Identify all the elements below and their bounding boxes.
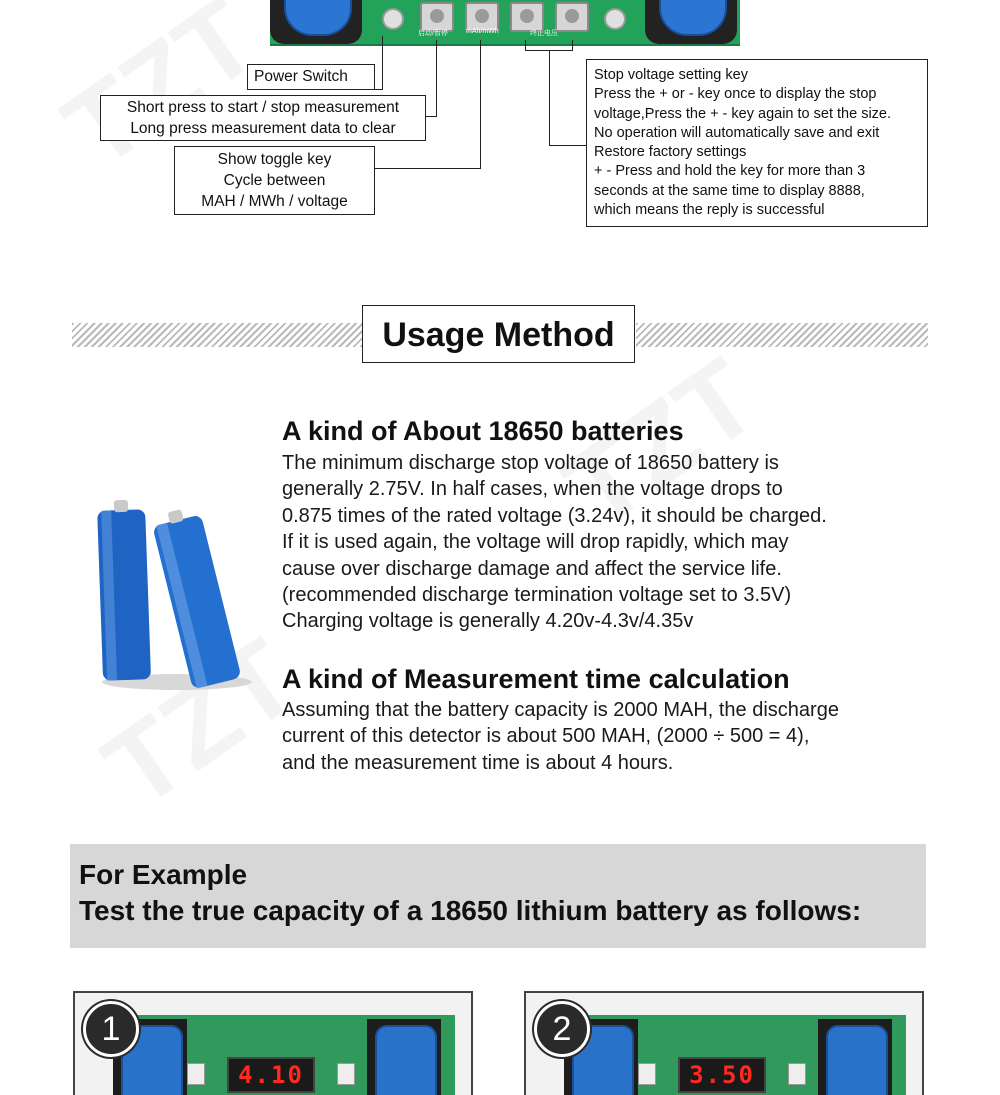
step-number-badge: 1 [83, 1001, 139, 1057]
callout-text: + - Press and hold the key for more than 3 [594, 163, 866, 180]
paragraph-line: Assuming that the battery capacity is 2000 MAH, the discharge [282, 699, 839, 721]
example-banner [70, 844, 926, 948]
batteries-heading: A kind of About 18650 batteries [282, 416, 684, 446]
step-number-badge: 2 [534, 1001, 590, 1057]
batteries-paragraph [282, 450, 827, 635]
example-line-1: For Example [79, 859, 248, 890]
battery-pair-image [92, 492, 257, 692]
leader-line [382, 36, 383, 90]
leader-line [374, 89, 383, 90]
callout-text: Press the + or - key once to display the stop [594, 86, 877, 103]
paragraph-line: current of this detector is about 500 MAH, (2000 ÷ 500 = 4), [282, 725, 810, 748]
callout-text: Long press measurement data to clear [130, 120, 396, 137]
callout-text: Stop voltage setting key [594, 67, 748, 83]
toggle-key-label: mAh/mWh [466, 28, 499, 35]
lcd-display: 3.50 [678, 1057, 766, 1093]
callout-text: Power Switch [254, 68, 348, 85]
start-stop-key-label: 启动/暂停 [418, 30, 448, 37]
paragraph-line: Charging voltage is generally 4.20v-4.3v/4.35v [282, 610, 694, 633]
power-switch[interactable] [382, 8, 404, 30]
paragraph-line: (recommended discharge termination voltage set to 3.5V) [282, 584, 792, 607]
step-1-photo [73, 991, 473, 1095]
section-title: Usage Method [362, 305, 635, 363]
callout-text: Show toggle key [217, 151, 332, 168]
time-paragraph [282, 697, 839, 776]
callout-text: seconds at the same time to display 8888, [594, 182, 865, 199]
leader-line [425, 116, 437, 117]
paragraph-line: generally 2.75V. In half cases, when the voltage drops to [282, 478, 783, 501]
paragraph-line: If it is used again, the voltage will drop rapidly, which may [282, 531, 789, 554]
leader-line [436, 40, 437, 117]
stop-voltage-key-label: 终止电压 [530, 30, 558, 37]
hatch-divider-right [636, 323, 928, 347]
leader-line [549, 145, 587, 146]
lcd-display: 4.10 [227, 1057, 315, 1093]
callout-text: MAH / MWh / voltage [201, 193, 348, 210]
leader-line [525, 40, 526, 51]
time-heading: A kind of Measurement time calculation [282, 664, 790, 694]
paragraph-line: cause over discharge damage and affect the service life. [282, 557, 782, 580]
callout-text: which means the reply is successful [594, 202, 825, 219]
leader-line [572, 40, 573, 51]
step-2-photo [524, 991, 924, 1095]
callout-text: Cycle between [223, 172, 326, 189]
minus-key[interactable] [555, 2, 589, 32]
paragraph-line: The minimum discharge stop voltage of 18650 battery is [282, 452, 779, 474]
callout-text: voltage,Press the + - key again to set the size. [594, 105, 892, 122]
paragraph-line: 0.875 times of the rated voltage (3.24v), it should be charged. [282, 504, 827, 527]
paragraph-line: and the measurement time is about 4 hours. [282, 751, 674, 774]
leader-line [549, 50, 550, 146]
indicator-led [604, 8, 626, 30]
callout-text: No operation will automatically save and exit [594, 124, 880, 141]
callout-stop-voltage [586, 59, 928, 227]
battery-holder-right [645, 0, 737, 44]
callout-power-switch [247, 64, 375, 90]
example-line-2: Test the true capacity of a 18650 lithium battery as follows: [79, 895, 862, 926]
battery-holder-left [270, 0, 362, 44]
callout-text: Short press to start / stop measurement [126, 99, 400, 116]
hatch-divider-left [72, 323, 362, 347]
callout-start-stop [100, 95, 426, 141]
callout-text: Restore factory settings [594, 144, 747, 161]
leader-line [525, 50, 573, 51]
leader-line [480, 40, 481, 169]
leader-line [374, 168, 481, 169]
callout-toggle [174, 146, 375, 215]
